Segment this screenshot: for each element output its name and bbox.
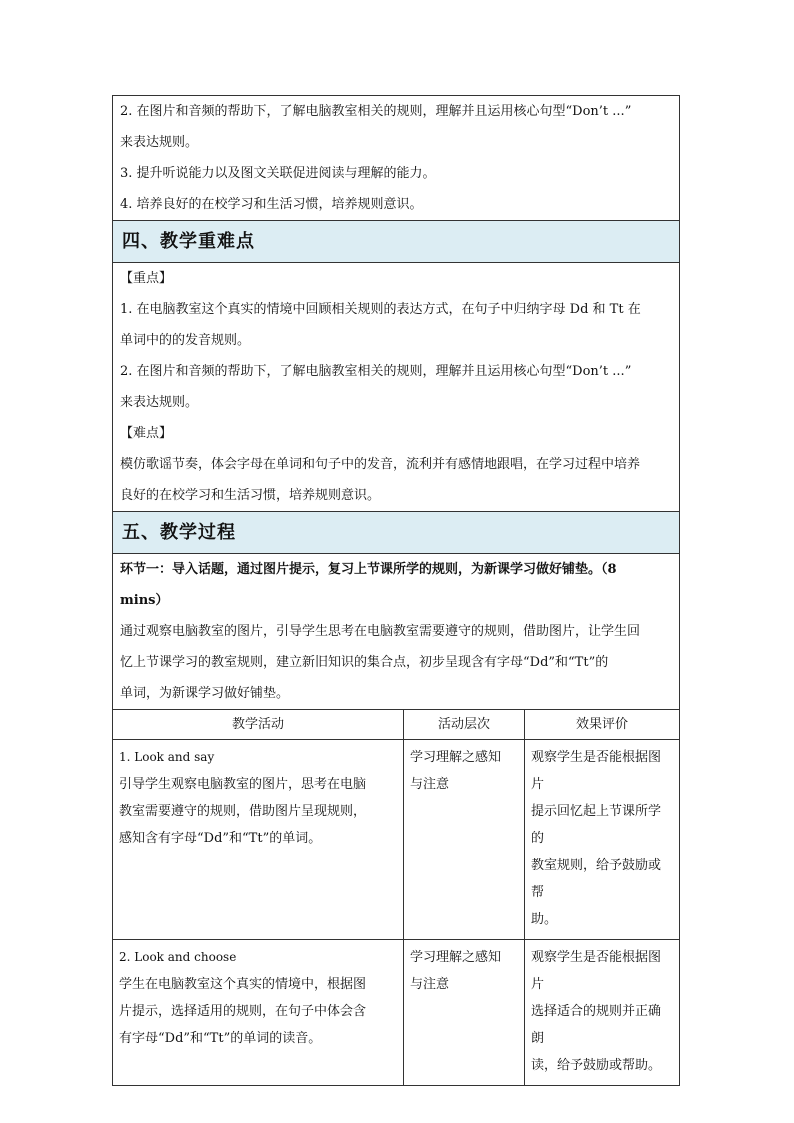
table-row (113, 940, 679, 1086)
header-evaluation: 效果评价 (525, 710, 680, 740)
eval-line: 助。 (531, 912, 558, 927)
step-desc-line: 通过观察电脑教室的图片，引导学生思考在电脑教室需要遵守的规则，借助图片，让学生回 (120, 624, 641, 639)
eval-line: 提示回忆起上节课所学的 (531, 804, 662, 846)
key-label: 【重点】 (120, 271, 173, 286)
eval-line: 读，给予鼓励或帮助。 (531, 1058, 662, 1073)
activity-line: 学生在电脑教室这个真实的情境中，根据图 (119, 977, 367, 992)
key-points-body (113, 263, 679, 511)
activity-line: 教室需要遵守的规则，借助图片呈现规则， (119, 804, 367, 819)
key-line: 来表达规则。 (120, 395, 199, 410)
activity-line: 引导学生观察电脑教室的图片，思考在电脑 (119, 777, 367, 792)
level-line: 学习理解之感知 (410, 950, 502, 965)
level-cell (404, 940, 525, 1086)
activity-line: 感知含有字母“Dd”和“Tt”的单词。 (119, 831, 322, 846)
activity-title: 2. Look and choose (119, 950, 237, 964)
level-line: 学习理解之感知 (410, 750, 502, 765)
step-heading-line: 环节一：导入话题，通过图片提示，复习上节课所学的规则，为新课学习做好铺垫。（8 (120, 562, 617, 577)
header-activity: 教学活动 (231, 717, 284, 732)
process-body (113, 554, 679, 709)
objective-line: 4. 培养良好的在校学习和生活习惯，培养规则意识。 (120, 197, 423, 212)
header-level: 活动层次 (404, 710, 525, 740)
level-cell (404, 740, 525, 940)
step-desc-line: 忆上节课学习的教室规则，建立新旧知识的集合点，初步呈现含有字母“Dd”和“Tt”的 (120, 655, 609, 670)
eval-line: 教室规则，给予鼓励或帮 (531, 858, 662, 900)
objective-line: 3. 提升听说能力以及图文关联促进阅读与理解的能力。 (120, 166, 436, 181)
level-line: 与注意 (410, 777, 450, 792)
key-line: 1. 在电脑教室这个真实的情境中回顾相关规则的表达方式，在句子中归纳字母 Dd 和 Tt 在 (120, 302, 641, 317)
objectives-continued (113, 96, 679, 220)
lesson-plan-document (112, 95, 680, 1086)
activity-line: 有字母“Dd”和“Tt”的单词的读音。 (119, 1031, 322, 1046)
key-line: 单词中的的发音规则。 (120, 333, 251, 348)
step-desc-line: 单词，为新课学习做好铺垫。 (120, 686, 290, 701)
table-header-row (113, 710, 679, 740)
evaluation-cell (525, 940, 680, 1086)
difficulty-line: 良好的在校学习和生活习惯，培养规则意识。 (120, 488, 381, 503)
section-title-key-points: 四、教学重难点 (113, 220, 679, 263)
difficulty-label: 【难点】 (120, 426, 173, 441)
evaluation-cell (525, 740, 680, 940)
eval-line: 选择适合的规则并正确朗 (531, 1004, 662, 1046)
activity-cell (113, 740, 404, 940)
eval-line: 观察学生是否能根据图片 (531, 750, 662, 792)
objective-line: 2. 在图片和音频的帮助下，了解电脑教室相关的规则，理解并且运用核心句型“Don’t ...” (120, 104, 632, 119)
key-line: 2. 在图片和音频的帮助下，了解电脑教室相关的规则，理解并且运用核心句型“Don’t ...” (120, 364, 632, 379)
step-heading-line: mins） (120, 593, 169, 608)
activity-table (113, 709, 679, 1085)
level-line: 与注意 (410, 977, 450, 992)
activity-title: 1. Look and say (119, 750, 215, 764)
eval-line: 观察学生是否能根据图片 (531, 950, 662, 992)
section-title-process: 五、教学过程 (113, 511, 679, 554)
activity-cell (113, 940, 404, 1086)
activity-line: 片提示，选择适用的规则，在句子中体会含 (119, 1004, 367, 1019)
objective-line: 来表达规则。 (120, 135, 199, 150)
difficulty-line: 模仿歌谣节奏，体会字母在单词和句子中的发音，流利并有感情地跟唱，在学习过程中培养 (120, 457, 641, 472)
table-row (113, 740, 679, 940)
